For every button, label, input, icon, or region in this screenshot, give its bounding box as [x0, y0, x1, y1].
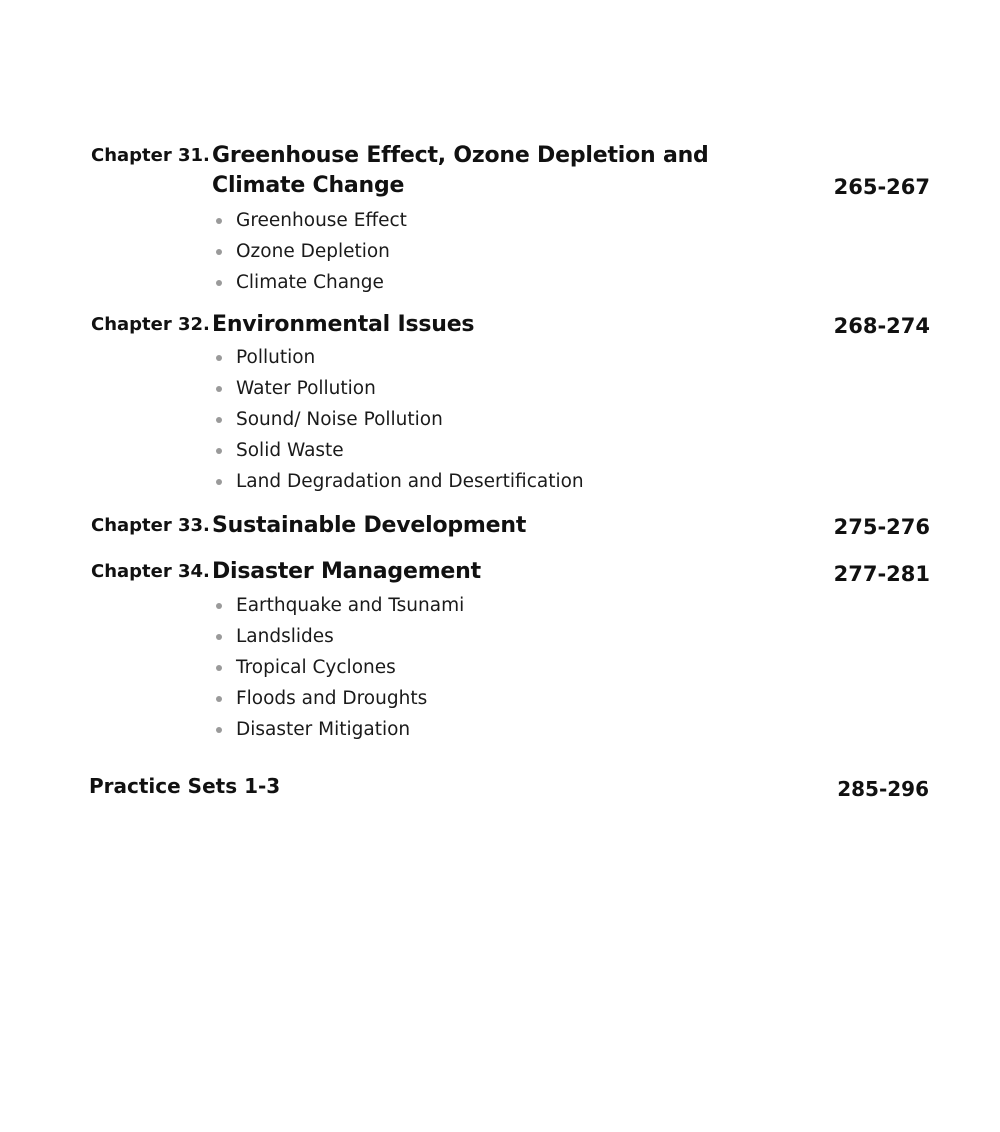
chapter-page-range: 268-274 — [833, 314, 930, 338]
bullet-icon — [216, 665, 222, 671]
subtopic-item: Pollution — [214, 342, 584, 373]
chapter-title: Environmental Issues — [212, 312, 475, 337]
bullet-icon — [216, 249, 222, 255]
chapter-title: Sustainable Development — [212, 513, 527, 538]
subtopic-item: Climate Change — [214, 267, 407, 298]
subtopic-item: Water Pollution — [214, 373, 584, 404]
chapter-number: Chapter 31. — [91, 145, 210, 166]
subtopic-list — [214, 205, 407, 298]
subtopic-item: Sound/ Noise Pollution — [214, 404, 584, 435]
subtopic-item: Solid Waste — [214, 435, 584, 466]
bullet-icon — [216, 696, 222, 702]
subtopic-item: Floods and Droughts — [214, 683, 464, 714]
bullet-icon — [216, 355, 222, 361]
bullet-icon — [216, 634, 222, 640]
subtopic-item: Disaster Mitigation — [214, 714, 464, 745]
chapter-title: Greenhouse Effect, Ozone Depletion and Climate Change — [212, 143, 709, 198]
bullet-icon — [216, 218, 222, 224]
subtopic-item: Landslides — [214, 621, 464, 652]
practice-sets-page-range: 285-296 — [837, 777, 929, 801]
subtopic-item: Greenhouse Effect — [214, 205, 407, 236]
chapter-number: Chapter 34. — [91, 561, 210, 582]
bullet-icon — [216, 727, 222, 733]
bullet-icon — [216, 280, 222, 286]
subtopic-item: Tropical Cyclones — [214, 652, 464, 683]
chapter-number: Chapter 33. — [91, 515, 210, 536]
chapter-number: Chapter 32. — [91, 314, 210, 335]
subtopic-list — [214, 342, 584, 497]
subtopic-item: Land Degradation and Desertification — [214, 466, 584, 497]
chapter-title: Disaster Management — [212, 559, 481, 584]
bullet-icon — [216, 448, 222, 454]
practice-sets-label: Practice Sets 1-3 — [89, 774, 281, 798]
subtopic-item: Earthquake and Tsunami — [214, 590, 464, 621]
bullet-icon — [216, 386, 222, 392]
bullet-icon — [216, 479, 222, 485]
chapter-page-range: 277-281 — [833, 562, 930, 586]
bullet-icon — [216, 603, 222, 609]
chapter-page-range: 265-267 — [833, 175, 930, 199]
bullet-icon — [216, 417, 222, 423]
subtopic-list — [214, 590, 464, 745]
chapter-page-range: 275-276 — [833, 515, 930, 539]
subtopic-item: Ozone Depletion — [214, 236, 407, 267]
